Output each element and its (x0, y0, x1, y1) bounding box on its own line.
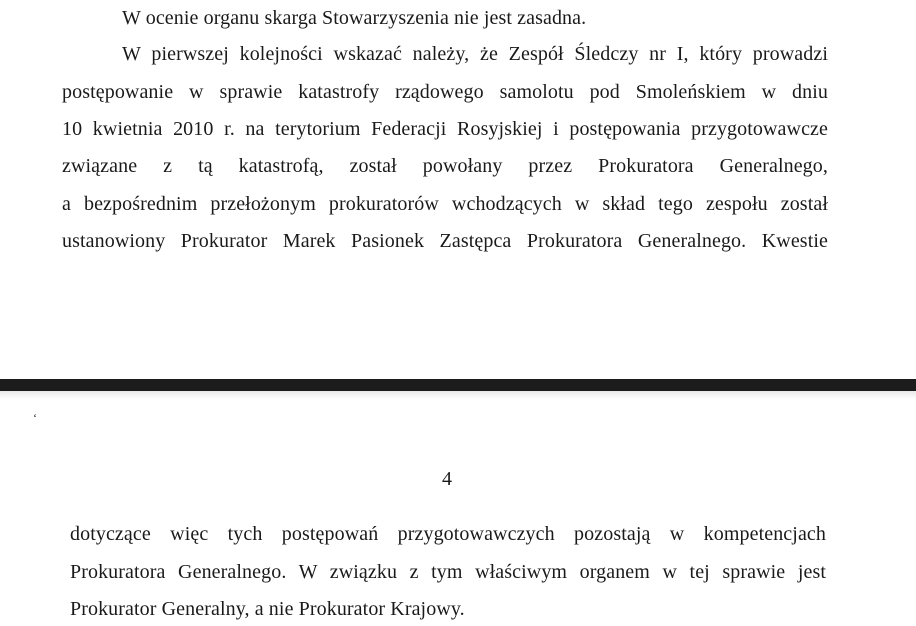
paragraph-line-2: W pierwszej kolejności wskazać należy, że Zespół Śledczy nr I, który prowadzi (122, 43, 828, 65)
page-number: 4 (442, 468, 452, 490)
paragraph-line-8: dotyczące więc tych postępowań przygotowawczych pozostają w kompetencjach (70, 523, 826, 545)
paragraph-line-7: ustanowiony Prokurator Marek Pasionek Zastępca Prokuratora Generalnego. Kwestie (62, 230, 828, 252)
scan-edge-mark: ‘ (33, 411, 37, 425)
page-break-divider (0, 379, 916, 391)
paragraph-line-3: postępowanie w sprawie katastrofy rządowego samolotu pod Smoleńskiem w dniu (62, 81, 828, 103)
paragraph-line-1: W ocenie organu skarga Stowarzyszenia nie jest zasadna. (122, 7, 587, 29)
paragraph-line-9: Prokuratora Generalnego. W związku z tym właściwym organem w tej sprawie jest (70, 561, 826, 583)
paragraph-line-6: a bezpośrednim przełożonym prokuratorów wchodzących w skład tego zespołu został (62, 193, 828, 215)
page-break-shadow (0, 391, 916, 399)
paragraph-line-10: Prokurator Generalny, a nie Prokurator Krajowy. (70, 598, 465, 620)
paragraph-line-4: 10 kwietnia 2010 r. na terytorium Federacji Rosyjskiej i postępowania przygotowawcze (62, 118, 828, 140)
paragraph-line-5: związane z tą katastrofą, został powołany przez Prokuratora Generalnego, (62, 155, 828, 177)
